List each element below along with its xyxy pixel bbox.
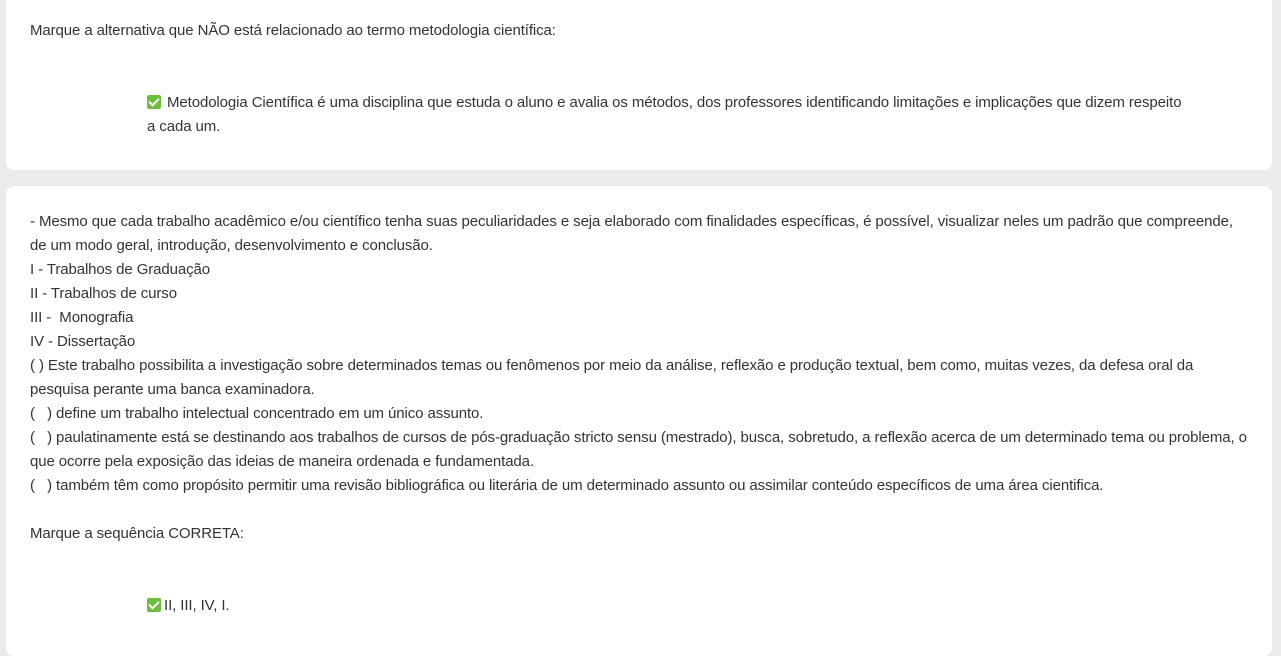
answer-text: II, III, IV, I. bbox=[164, 597, 230, 614]
statement: ( ) define um trabalho intelectual concentrado em um único assunto. bbox=[30, 405, 484, 422]
question-instruction: Marque a sequência CORRETA: bbox=[30, 525, 244, 542]
selected-answer-option[interactable] bbox=[147, 91, 1192, 139]
checkbox-checked-icon[interactable] bbox=[147, 598, 161, 612]
list-item: II - Trabalhos de curso bbox=[30, 285, 177, 302]
question-paragraph: - Mesmo que cada trabalho acadêmico e/ou científico tenha suas peculiaridades e seja elaborado com finalidades específicas, é possível, visualizar neles um padrão que compreende, de um modo geral, introdução, desenvolvimento e conclusão. bbox=[30, 213, 1233, 254]
list-item: IV - Dissertação bbox=[30, 333, 136, 350]
list-item: I - Trabalhos de Graduação bbox=[30, 261, 211, 278]
statement: ( ) paulatinamente está se destinando aos trabalhos de cursos de pós-graduação stricto sensu (mestrado), busca, sobretudo, a reflexão acerca de um determinado tema ou problema, o que ocorre pela exposição das ideias de maneira ordenada e fundamentada. bbox=[30, 429, 1251, 470]
selected-answer-option[interactable] bbox=[147, 594, 1192, 618]
statement: ( ) também têm como propósito permitir uma revisão bibliográfica ou literária de um determinado assunto ou assimilar conteúdo específicos de uma área cientifica. bbox=[30, 477, 1104, 494]
list-item: III - Monografia bbox=[30, 309, 134, 326]
answer-text: Metodologia Científica é uma disciplina que estuda o aluno e avalia os métodos, dos professores identificando limitações e implicações que dizem respeito a cada um. bbox=[147, 94, 1182, 135]
question-card-2 bbox=[6, 186, 1272, 656]
statement: ( ) Este trabalho possibilita a investigação sobre determinados temas ou fenômenos por meio da análise, reflexão e produção textual, bem como, muitas vezes, da defesa oral da pesquisa perante uma banca examinadora. bbox=[30, 357, 1194, 398]
question-card-1 bbox=[6, 0, 1272, 170]
checkbox-checked-icon[interactable] bbox=[147, 95, 161, 109]
blank-line bbox=[30, 498, 1252, 522]
question-body bbox=[30, 210, 1252, 546]
question-prompt: Marque a alternativa que NÃO está relacionado ao termo metodologia científica: bbox=[30, 22, 556, 39]
